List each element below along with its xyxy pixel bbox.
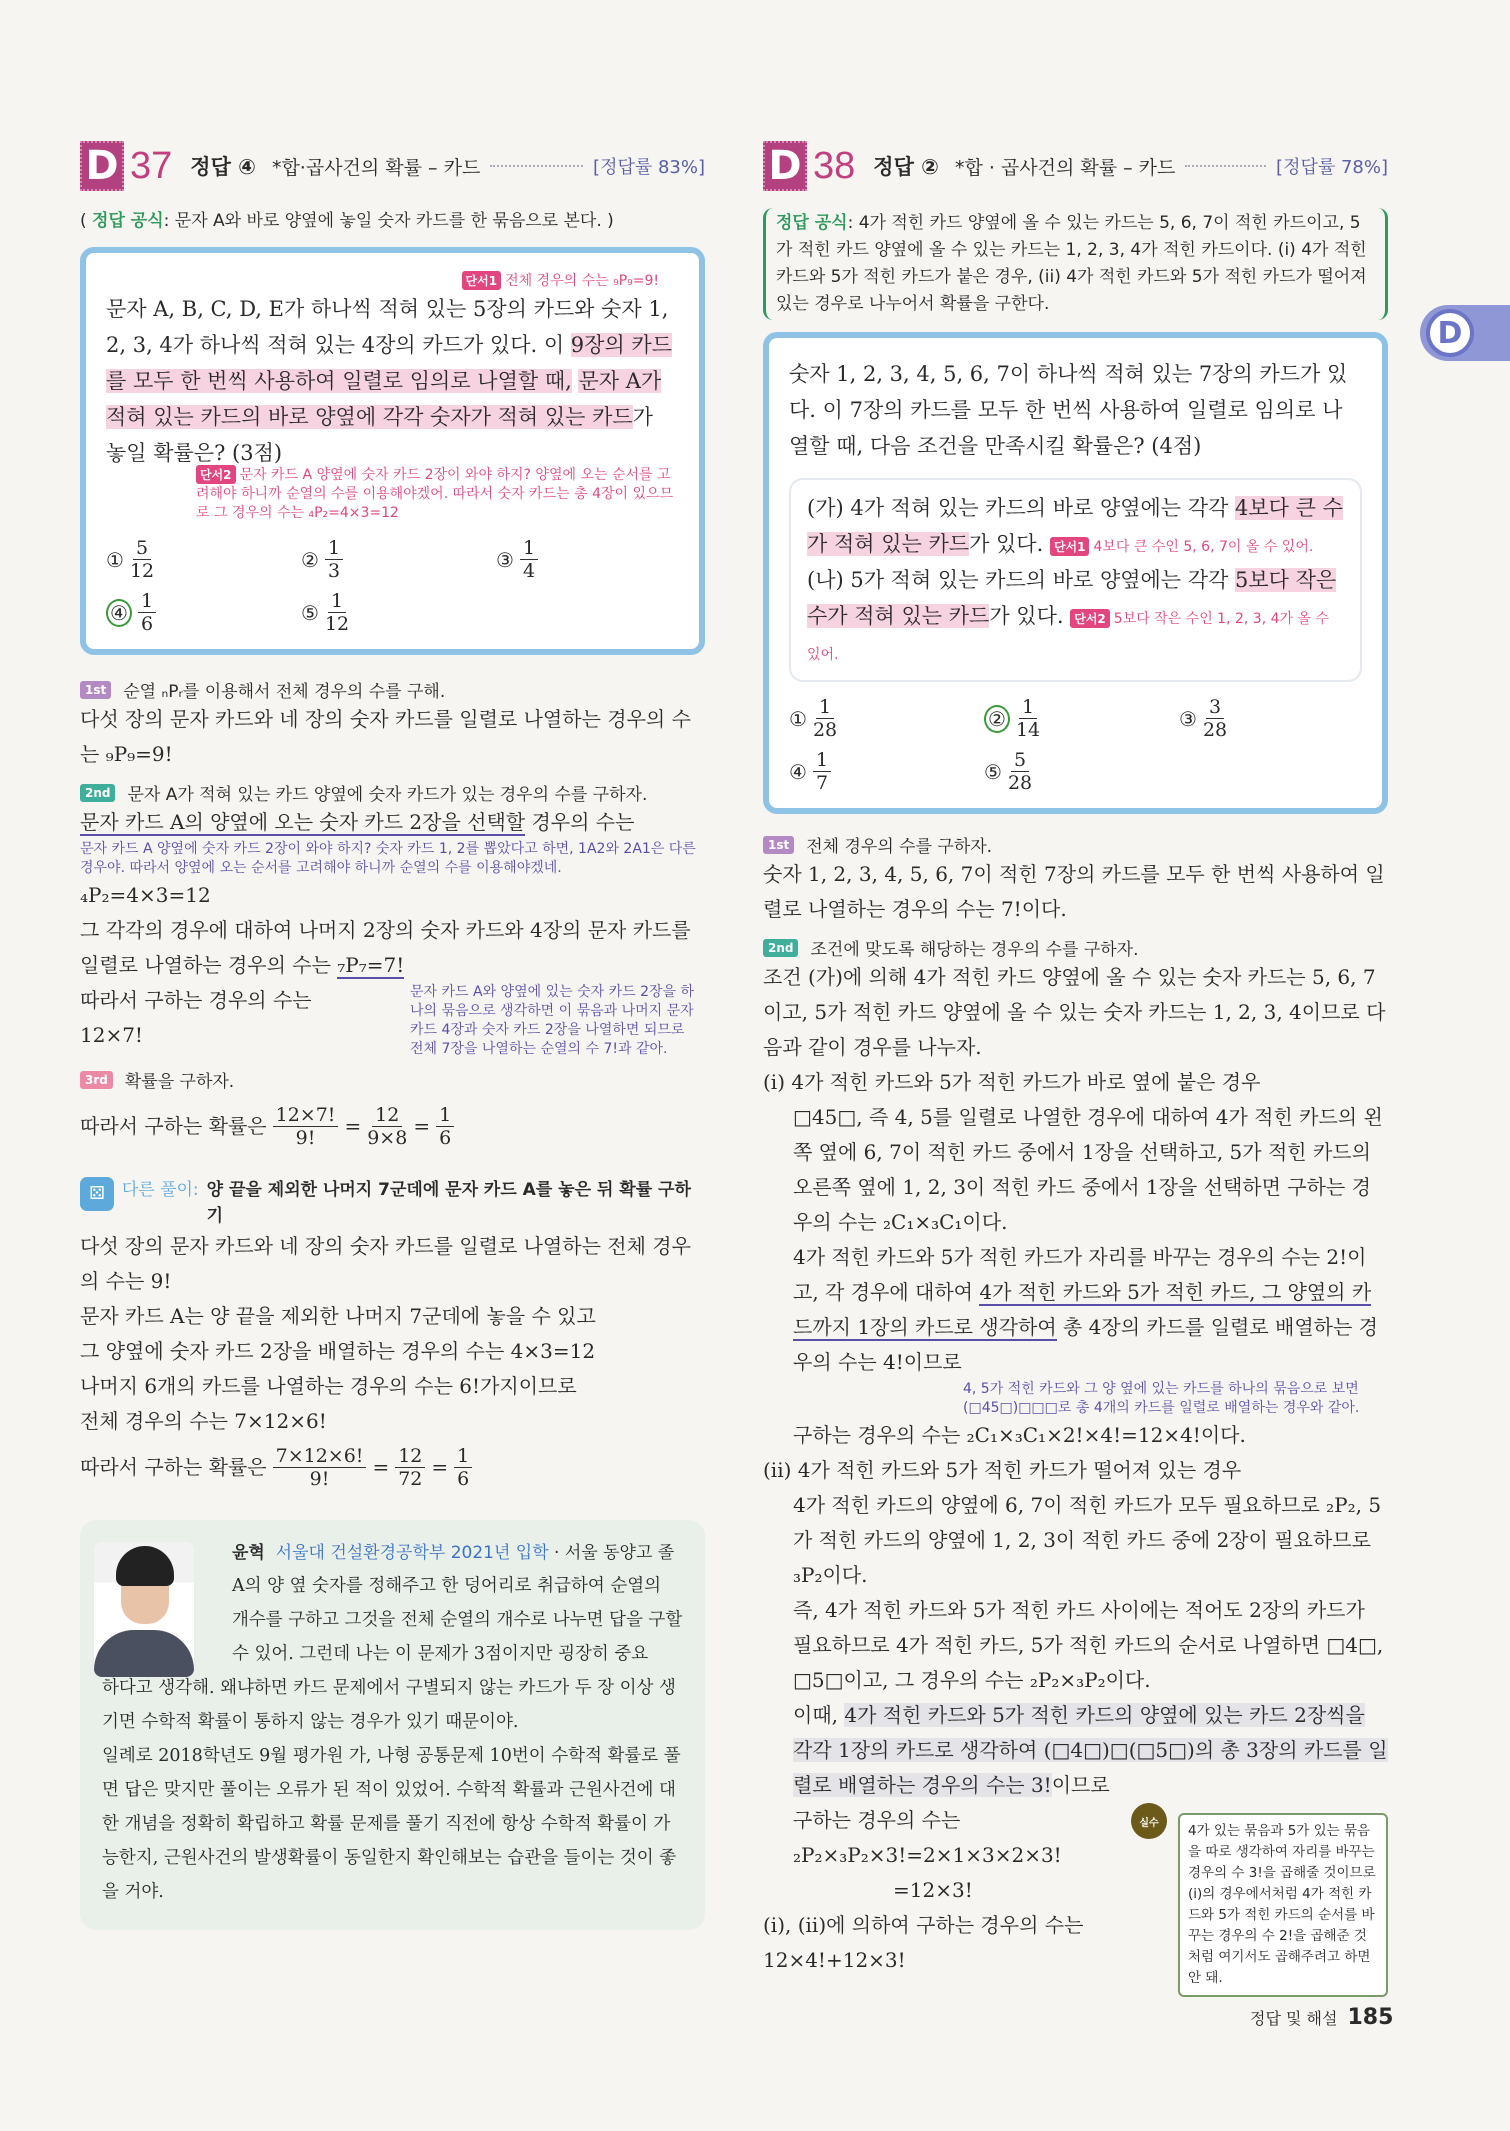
fraction [1203, 696, 1227, 741]
fraction [1016, 696, 1040, 741]
step-badge: 2nd [763, 939, 798, 957]
paragraph: 4가 적힌 카드의 양옆에 6, 7이 적힌 카드가 모두 필요하므로 ₂P₂, 5가 적힌 카드의 양옆에 1, 2, 3이 적힌 카드 중에 2장이 필요하므로 ₃P₂이다. [793, 1493, 1382, 1587]
page-number: 185 [1347, 2005, 1394, 2030]
paragraph: □45□, 즉 4, 5를 일렬로 나열한 경우에 대하여 4가 적힌 카드의 왼쪽 옆에 6, 7이 적힌 카드 중에서 1장을 선택하고, 5가 적힌 카드의 오른쪽 옆에 1, 2, 3이 적힌 카드 중에서 1장을 선택하면 구하는 경우의 수는 ₂C₁×₃C₁이다. [793, 1105, 1383, 1234]
side-note: 문자 카드 A와 양옆에 있는 숫자 카드 2장을 하나의 묶음으로 생각하면 이 묶음과 나머지 문자 카드 4장과 숫자 카드 2장을 나열하면 되므로 전체 7장을 나열하는 순열의 수 7!과 같아. [410, 984, 694, 1057]
paragraph [80, 913, 705, 983]
numerator: 7×12×6! [273, 1445, 367, 1468]
answer-formula: ( 정답 공식: 문자 A와 바로 양옆에 놓일 숫자 카드를 한 묶음으로 본다. ) [80, 211, 614, 231]
probability-equation [80, 1104, 705, 1149]
choice-number: ① [106, 547, 124, 572]
numerator: 1 [813, 749, 831, 772]
review-text: 일례로 2018학년도 9월 평가원 가, 나형 공통문제 10번이 수학적 확률로 풀면 답은 맞지만 풀이는 오류가 된 적이 있었어. 수학적 확률과 근원사건에 대한 개념을 정확히 확립하고 확률 문제를 풀기 직전에 항상 수학적 확률이 가능한지, 근원사건의 발생확률이 동일한지 확인해보는 습관을 들이는 것이 좋을 거야. [102, 1746, 681, 1902]
paragraph: 따라서 구하는 경우의 수는 [80, 988, 312, 1012]
reviewer-highschool: · 서울 동양고 졸 [554, 1543, 675, 1563]
case-i-title: (i) 4가 적힌 카드와 5가 적힌 카드가 바로 옆에 붙은 경우 [763, 1070, 1261, 1094]
numerator: 12×7! [273, 1104, 339, 1127]
fraction [273, 1104, 339, 1149]
numerator: 1 [328, 590, 346, 613]
question-text [106, 291, 679, 471]
numerator: 1 [816, 696, 834, 719]
text: 경우의 수는 [525, 810, 635, 834]
choice-2-selected[interactable] [984, 696, 1179, 741]
paragraph: 숫자 1, 2, 3, 4, 5, 6, 7이 적힌 7장의 카드를 모두 한 번씩 사용하여 일렬로 나열하는 경우의 수는 7!이다. [763, 862, 1385, 921]
step-badge: 2nd [80, 784, 115, 802]
text-block [80, 983, 410, 1059]
denominator: 12 [129, 560, 155, 582]
equation: =12×3! [893, 1878, 973, 1902]
text: 그 각각의 경우에 대하여 나머지 2장의 숫자 카드와 4장의 문자 카드를 일렬로 나열하는 경우의 수는 [80, 918, 691, 977]
hint-tag: 단서1 [462, 271, 502, 290]
page-footer [1250, 2005, 1393, 2030]
fraction [395, 1445, 425, 1490]
equals: = [431, 1455, 449, 1479]
numerator: 5 [1011, 749, 1029, 772]
step-title: 확률을 구하자. [124, 1072, 235, 1092]
leader-dots [1185, 165, 1266, 167]
choice-number: ⑤ [301, 600, 319, 625]
paragraph: 구하는 경우의 수는 ₂C₁×₃C₁×2!×4!=12×4!이다. [793, 1423, 1246, 1447]
final-block [763, 1803, 1388, 1986]
text: (가) 4가 적혀 있는 카드의 바로 양옆에는 각각 [807, 496, 1236, 520]
hint-tag: 단서1 [1050, 537, 1090, 556]
choice-number: ② [984, 705, 1010, 733]
hint-text: 전체 경우의 수는 ₉P₉=9! [505, 273, 659, 289]
fraction [1008, 749, 1032, 794]
choice-number: ① [789, 706, 807, 731]
denominator: 28 [812, 719, 838, 741]
denominator: 6 [439, 1127, 452, 1149]
paragraph [763, 1698, 1388, 1803]
step-title: 전체 경우의 수를 구하자. [806, 837, 993, 857]
problem-header [763, 140, 1388, 192]
equation: ₂P₂×₃P₂×3!=2×1×3×2×3! [793, 1843, 1062, 1867]
paragraph: 다섯 장의 문자 카드와 네 장의 숫자 카드를 일렬로 나열하는 전체 경우의 수는 9! [80, 1234, 691, 1293]
paragraph: 구하는 경우의 수는 [793, 1808, 961, 1832]
fraction [520, 537, 538, 582]
answer-label: 정답 ② [873, 155, 939, 179]
answer-formula [763, 208, 1388, 320]
chapter-letter: D [1426, 309, 1474, 357]
footer-label: 정답 및 해설 [1250, 2009, 1338, 2028]
numerator: 12 [372, 1104, 402, 1127]
question-box [80, 247, 705, 655]
mistake-note: 4가 있는 묶음과 5가 있는 묶음을 따로 생각하여 자리를 바꾸는 경우의 수 3!을 곱해줄 것이므로 (i)의 경우에서처럼 4가 적힌 카드와 5가 적힌 카드의 순서를 바꾸는 경우의 수 2!을 곱해준 것처럼 여기서도 곱해주려고 하면 안 돼. [1178, 1813, 1388, 1997]
highlight: 4가 적힌 카드와 5가 적힌 카드의 양옆에 있는 카드 2장씩을 각각 1장의 카드로 생각하여 (□4□)□(□5□)의 총 3장의 카드를 일렬로 배열하는 경우의 수는 3! [793, 1703, 1388, 1797]
paragraph [763, 1240, 1388, 1380]
numerator: 1 [520, 537, 538, 560]
fraction [138, 590, 156, 635]
step-badge: 1st [763, 836, 794, 854]
leader-dots [490, 165, 583, 167]
problem-38 [763, 140, 1388, 1986]
fraction [367, 1104, 407, 1149]
fraction [273, 1445, 367, 1490]
step-2 [80, 780, 705, 805]
problem-37 [80, 140, 705, 1930]
reviewer-university: 서울대 건설환경공학부 2021년 입학 [275, 1543, 549, 1563]
answer-choices [789, 696, 1362, 794]
answer-choices [106, 537, 679, 635]
numerator: 5 [133, 537, 151, 560]
fraction [813, 749, 831, 794]
review-text: A의 양 옆 숫자를 정해주고 한 덩어리로 취급하여 순열의 개수를 구하고 그것을 전체 순열의 개수로 나누면 답을 구할 수 있어. 그런데 나는 이 문제가 3점이지만 굉장히 중요 [232, 1576, 683, 1664]
choice-4[interactable] [789, 749, 984, 794]
choice-1[interactable] [106, 537, 301, 582]
text: 이때, [793, 1703, 845, 1727]
topic-label: *합 · 곱사건의 확률 – 카드 [954, 156, 1176, 179]
text: 총 4장의 카드를 일렬로 배열하는 경우의 수는 4!이므로 [793, 1315, 1378, 1374]
paragraph: (i), (ii)에 의하여 구하는 경우의 수는 [763, 1913, 1084, 1937]
step-1 [80, 677, 705, 702]
reviewer-name: 윤혁 [232, 1543, 265, 1563]
text: 가 있다. [969, 532, 1044, 556]
choice-number: ② [301, 547, 319, 572]
question-text: 숫자 1, 2, 3, 4, 5, 6, 7이 하나씩 적혀 있는 7장의 카드가 있다. 이 7장의 카드를 모두 한 번씩 사용하여 일렬로 임의로 나열할 때, 다음 조건을 만족시킬 확률은? (4점) [789, 362, 1348, 458]
row [80, 983, 705, 1059]
text: (나) 5가 적혀 있는 카드의 바로 양옆에는 각각 [807, 568, 1236, 592]
formula-text: : 4가 적힌 카드 양옆에 올 수 있는 카드는 5, 6, 7이 적힌 카드이고, 5가 적힌 카드 양옆에 올 수 있는 카드는 1, 2, 3, 4가 적힌 카드이다. (i) 4가 적힌 카드와 5가 적힌 카드가 붙은 경우, (ii) 4가 적힌 카드와 5가 적힌 카드가 떨어져 있는 경우로 나누어서 확률을 구한다. [776, 213, 1367, 314]
text: 가 있다. [989, 604, 1064, 628]
dice-icon: ⚄ [80, 1177, 114, 1211]
fraction [130, 537, 154, 582]
denominator: 72 [398, 1468, 423, 1490]
highlight: 5보다 작은 수가 적혀 있는 카드 [807, 568, 1337, 628]
equals: = [413, 1114, 431, 1138]
choice-3[interactable] [496, 537, 691, 582]
step-2 [763, 935, 1388, 960]
correct-rate: [정답률 78%] [1276, 157, 1388, 178]
choice-number: ④ [106, 599, 132, 627]
unit-badge: D [80, 141, 124, 191]
step-title: 조건에 맞도록 해당하는 경우의 수를 구하자. [810, 940, 1139, 960]
choice-5[interactable] [984, 749, 1179, 794]
condition-na [807, 562, 1344, 670]
hint-text: 5보다 작은 수인 1, 2, 3, 4가 올 수 있어. [807, 611, 1329, 663]
highlight: 문자 A가 적혀 있는 카드의 바로 양옆에 각각 숫자가 적혀 있는 카드 [106, 369, 662, 429]
equals: = [372, 1455, 390, 1479]
denominator: 9×8 [367, 1127, 408, 1149]
denominator: 9! [295, 1127, 316, 1149]
step-3 [80, 1067, 705, 1092]
denominator: 6 [457, 1468, 470, 1490]
equation: ₄P₂=4×3=12 [80, 883, 211, 907]
question-part: 문자 A, B, C, D, E가 하나씩 적혀 있는 5장의 카드와 숫자 1, 2, 3, 4가 하나씩 적혀 있는 4장의 카드가 있다. 이 [106, 297, 669, 357]
equation: 12×4!+12×3! [763, 1948, 906, 1972]
condition-ga [807, 490, 1344, 562]
denominator: 9! [309, 1468, 330, 1490]
question-part: 가 놓일 확률은? (3점) [106, 405, 653, 465]
denominator: 12 [324, 613, 350, 635]
paragraph: 나머지 6개의 카드를 나열하는 경우의 수는 6!가지이므로 [80, 1374, 577, 1398]
problem-number: 38 [813, 144, 856, 187]
numerator: 3 [1206, 696, 1224, 719]
step-badge: 1st [80, 681, 111, 699]
denominator: 7 [815, 772, 829, 794]
numerator: 12 [395, 1445, 425, 1468]
denominator: 14 [1015, 719, 1041, 741]
denominator: 4 [522, 560, 536, 582]
fraction [325, 590, 349, 635]
formula-label: 정답 공식 [92, 211, 164, 231]
topic-label: *합·곱사건의 확률 – 카드 [271, 156, 481, 179]
question-box [763, 332, 1388, 814]
text: 이므로 [1051, 1773, 1110, 1797]
fraction [813, 696, 837, 741]
denominator: 3 [327, 560, 341, 582]
step-title: 문자 A가 적혀 있는 카드 양옆에 숫자 카드가 있는 경우의 수를 구하자. [127, 785, 648, 805]
alt-label: 다른 풀이: [121, 1180, 199, 1200]
paragraph: 다섯 장의 문자 카드와 네 장의 숫자 카드를 일렬로 나열하는 경우의 수는 ₉P₉=9! [80, 707, 691, 766]
choice-number: ④ [789, 759, 807, 784]
hint-2 [196, 465, 679, 523]
hint-tag: 단서2 [1070, 609, 1110, 628]
choice-number: ③ [1179, 706, 1197, 731]
numerator: 1 [436, 1104, 454, 1127]
text: 따라서 구하는 확률은 [80, 1114, 267, 1138]
step-badge: 3rd [80, 1071, 113, 1089]
choice-2[interactable] [301, 537, 496, 582]
choice-number: ⑤ [984, 759, 1002, 784]
alternative-solution [80, 1177, 705, 1229]
paragraph: 그 양옆에 숫자 카드 2장을 배열하는 경우의 수는 4×3=12 [80, 1339, 596, 1363]
hint-1 [106, 271, 659, 291]
highlight: 9장의 카드를 모두 한 번씩 사용하여 일렬로 임의로 나열할 때, [106, 333, 672, 393]
paragraph: 문자 카드 A는 양 끝을 제외한 나머지 7군데에 놓을 수 있고 [80, 1304, 596, 1328]
problem-header [80, 140, 705, 192]
reviewer-info [232, 1538, 683, 1563]
conditions-box [789, 478, 1362, 682]
choice-1[interactable] [789, 696, 984, 741]
formula-label: 정답 공식 [776, 213, 848, 233]
underlined-equation: ₇P₇=7! [337, 953, 405, 977]
mistake-badge-icon: 실수 [1131, 1803, 1167, 1839]
hint-text: 4보다 큰 수인 5, 6, 7이 올 수 있어. [1093, 539, 1314, 555]
denominator: 28 [1202, 719, 1228, 741]
highlight: 4보다 큰 수가 적혀 있는 카드 [807, 496, 1343, 556]
paragraph [80, 805, 705, 840]
review-text: 하다고 생각해. 왜냐하면 카드 문제에서 구별되지 않는 카드가 두 장 이상 생기면 수학적 확률이 통하지 않는 경우가 있기 때문이야. [102, 1678, 676, 1732]
fraction [454, 1445, 472, 1490]
text: 따라서 구하는 확률은 [80, 1455, 267, 1479]
formula-text: : 문자 A와 바로 양옆에 놓일 숫자 카드를 한 묶음으로 본다. [163, 211, 602, 231]
side-note: 4, 5가 적힌 카드와 그 양 옆에 있는 카드를 하나의 묶음으로 보면 (□45□)□□□로 총 4개의 카드를 일렬로 배열하는 경우와 같아. [963, 1381, 1360, 1416]
answer-label: 정답 ④ [190, 155, 256, 179]
student-review [80, 1520, 705, 1930]
hint-tag: 단서2 [196, 465, 236, 484]
underlined-text: 문자 카드 A의 양옆에 오는 숫자 카드 2장을 선택할 [80, 810, 526, 834]
student-photo [94, 1542, 194, 1677]
paragraph: 전체 경우의 수는 7×12×6! [80, 1409, 327, 1433]
equals: = [344, 1114, 362, 1138]
choice-3[interactable] [1179, 696, 1374, 741]
numerator: 1 [325, 537, 343, 560]
hint-text: 문자 카드 A 양옆에 숫자 카드 2장이 와야 하지? 양옆에 오는 순서를 고려해야 하니까 순열의 수를 이용해야겠어. 따라서 숫자 카드는 총 4장이 있으므로 그 경우의 수는 ₄P₂=4×3=12 [196, 467, 674, 521]
fraction [436, 1104, 454, 1149]
fraction [325, 537, 343, 582]
unit-badge: D [763, 141, 807, 191]
denominator: 6 [140, 613, 154, 635]
numerator: 1 [1019, 696, 1037, 719]
probability-equation [80, 1445, 705, 1490]
step-1 [763, 832, 1388, 857]
choice-5[interactable] [301, 590, 496, 635]
correct-rate: [정답률 83%] [593, 157, 705, 178]
text: 4가 적힌 카드와 5가 적힌 카드가 자리를 바꾸는 경우의 수는 2!이고, 각 경우에 대하여 [793, 1245, 1367, 1304]
choice-number: ③ [496, 547, 514, 572]
case-ii-title: (ii) 4가 적힌 카드와 5가 적힌 카드가 떨어져 있는 경우 [763, 1458, 1242, 1482]
alt-title: 양 끝을 제외한 나머지 7군데에 문자 카드 A를 놓은 뒤 확률 구하기 [206, 1180, 691, 1226]
step-title: 순열 ₙPᵣ를 이용해서 전체 경우의 수를 구해. [123, 682, 446, 702]
numerator: 1 [454, 1445, 472, 1468]
underlined-text: 4가 적힌 카드와 5가 적힌 카드, 그 양옆의 카드까지 1장의 카드로 생각하여 [793, 1280, 1372, 1339]
denominator: 28 [1007, 772, 1033, 794]
problem-number: 37 [130, 144, 173, 187]
equation: 12×7! [80, 1023, 143, 1047]
paragraph: 조건 (가)에 의해 4가 적힌 카드 양옆에 올 수 있는 숫자 카드는 5, 6, 7이고, 5가 적힌 카드 양옆에 올 수 있는 숫자 카드는 1, 2, 3, 4이므로 다음과 같이 경우를 나누자. [763, 965, 1386, 1059]
paragraph: 즉, 4가 적힌 카드와 5가 적힌 카드 사이에는 적어도 2장의 카드가 필요하므로 4가 적힌 카드, 5가 적힌 카드의 순서로 나열하면 □4□, □5□이고, 그 경우의 수는 ₂P₂×₃P₂이다. [793, 1598, 1384, 1692]
numerator: 1 [138, 590, 156, 613]
choice-4-selected[interactable] [106, 590, 301, 635]
chapter-side-tab[interactable] [1420, 305, 1510, 361]
side-note: 문자 카드 A 양옆에 숫자 카드 2장이 와야 하지? 숫자 카드 1, 2를 뽑았다고 하면, 1A2와 2A1은 다른 경우야. 따라서 양옆에 오는 순서를 고려해야 하니까 순열의 수를 이용해야겠네. [80, 841, 696, 876]
